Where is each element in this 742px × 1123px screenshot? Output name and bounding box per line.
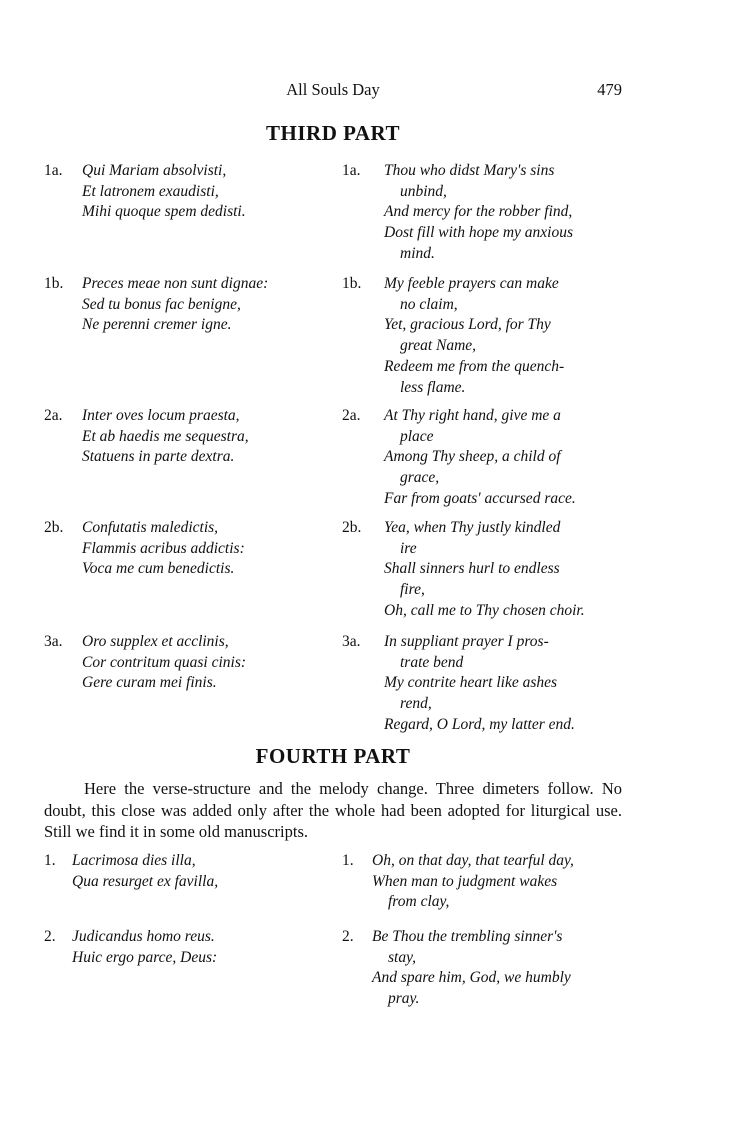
verse-line: Lacrimosa dies illa, — [72, 852, 196, 869]
english-stanza-2a — [342, 406, 622, 510]
verse-line: Be Thou the trembling sinner's — [372, 928, 563, 945]
verse-line: rend, — [400, 695, 432, 713]
verse-line: Inter oves locum praesta, — [82, 407, 240, 424]
stanza-number: 2b. — [342, 519, 362, 536]
stanza-number: 1b. — [342, 275, 362, 292]
verse-line: Statuens in parte dextra. — [82, 448, 235, 466]
english-stanza-1 — [342, 851, 622, 913]
verse-line: And spare him, God, we humbly — [372, 969, 571, 987]
latin-stanza-1a — [44, 161, 324, 223]
stanza-number: 2. — [342, 928, 354, 945]
verse-line: Gere curam mei finis. — [82, 674, 217, 692]
verse-line: grace, — [400, 469, 440, 487]
latin-stanza-2a — [44, 406, 324, 468]
verse-line: Voca me cum benedictis. — [82, 560, 235, 578]
verse-line: Far from goats' accursed race. — [384, 489, 576, 507]
verse-line: Qua resurget ex favilla, — [72, 872, 219, 890]
verse-line: Dost fill with hope my anxious — [384, 224, 574, 242]
intro-paragraph: Here the verse-structure and the melody change. Three dimeters follow. No doubt, this close was added only after the whole had been adopted for liturgical use. Still we find it in some old manuscripts. — [44, 779, 622, 841]
fourth-part-heading: FOURTH PART — [255, 744, 411, 768]
english-stanza-2 — [342, 927, 622, 1010]
verse-line: Regard, O Lord, my latter end. — [384, 715, 575, 733]
verse-line: Redeem me from the quench- — [384, 357, 565, 375]
running-head — [44, 80, 622, 102]
verse-line: great Name, — [400, 337, 477, 355]
stanza-number: 2. — [44, 928, 56, 945]
stanza-number: 1. — [44, 852, 56, 869]
verse-line: Cor contritum quasi cinis: — [82, 653, 247, 671]
latin-stanza-3a — [44, 632, 324, 694]
verse-line: fire, — [400, 581, 425, 599]
latin-stanza-2b — [44, 518, 324, 580]
verse-line: Judicandus homo reus. — [72, 928, 215, 945]
verse-line: from clay, — [388, 893, 450, 911]
verse-line: stay, — [388, 948, 416, 966]
verse-line: Thou who didst Mary's sins — [384, 162, 555, 179]
verse-line: place — [400, 427, 434, 445]
english-stanza-1a — [342, 161, 622, 265]
verse-line: In suppliant prayer I pros- — [384, 633, 549, 650]
verse-line: Qui Mariam absolvisti, — [82, 162, 227, 179]
english-stanza-2b — [342, 518, 622, 622]
english-stanza-3a — [342, 632, 622, 736]
stanza-number: 1b. — [44, 275, 64, 292]
verse-line: Sed tu bonus fac benigne, — [82, 295, 241, 313]
stanza-number: 1a. — [44, 162, 63, 179]
verse-line: Flammis acribus addictis: — [82, 539, 245, 557]
verse-line: Oro supplex et acclinis, — [82, 633, 229, 650]
verse-line: unbind, — [400, 182, 447, 200]
stanza-number: 2a. — [44, 407, 63, 424]
stanza-number: 1a. — [342, 162, 361, 179]
stanza-number: 2b. — [44, 519, 64, 536]
verse-line: Preces meae non sunt dignae: — [82, 275, 269, 292]
verse-line: Ne perenni cremer igne. — [82, 316, 232, 334]
verse-line: Yea, when Thy justly kindled — [384, 519, 561, 536]
verse-line: When man to judgment wakes — [372, 872, 558, 890]
verse-line: Shall sinners hurl to endless — [384, 560, 560, 578]
verse-line: My feeble prayers can make — [384, 275, 559, 292]
verse-line: At Thy right hand, give me a — [384, 407, 561, 424]
latin-stanza-1 — [44, 851, 324, 892]
verse-line: trate bend — [400, 653, 464, 671]
running-title: All Souls Day — [286, 80, 380, 99]
verse-line: Confutatis maledictis, — [82, 519, 219, 536]
verse-line: Huic ergo parce, Deus: — [72, 948, 218, 966]
verse-line: Among Thy sheep, a child of — [384, 448, 561, 466]
stanza-number: 2a. — [342, 407, 361, 424]
latin-stanza-2 — [44, 927, 324, 968]
stanza-number: 3a. — [342, 633, 361, 650]
verse-line: Mihi quoque spem dedisti. — [82, 203, 246, 221]
verse-line: Et ab haedis me sequestra, — [82, 427, 249, 445]
verse-line: ire — [400, 539, 417, 557]
verse-line: Yet, gracious Lord, for Thy — [384, 316, 551, 334]
verse-line: And mercy for the robber find, — [384, 203, 573, 221]
page-number: 479 — [597, 80, 622, 99]
stanza-number: 1. — [342, 852, 354, 869]
stanza-number: 3a. — [44, 633, 63, 650]
latin-stanza-1b — [44, 274, 324, 336]
english-stanza-1b — [342, 274, 622, 398]
verse-line: Oh, call me to Thy chosen choir. — [384, 601, 585, 619]
verse-line: no claim, — [400, 295, 458, 313]
third-part-heading: THIRD PART — [266, 121, 400, 145]
verse-line: mind. — [400, 244, 435, 262]
verse-line: less flame. — [400, 378, 466, 396]
verse-line: Et latronem exaudisti, — [82, 182, 219, 200]
verse-line: Oh, on that day, that tearful day, — [372, 852, 574, 869]
verse-line: My contrite heart like ashes — [384, 674, 558, 692]
verse-line: pray. — [388, 990, 420, 1008]
